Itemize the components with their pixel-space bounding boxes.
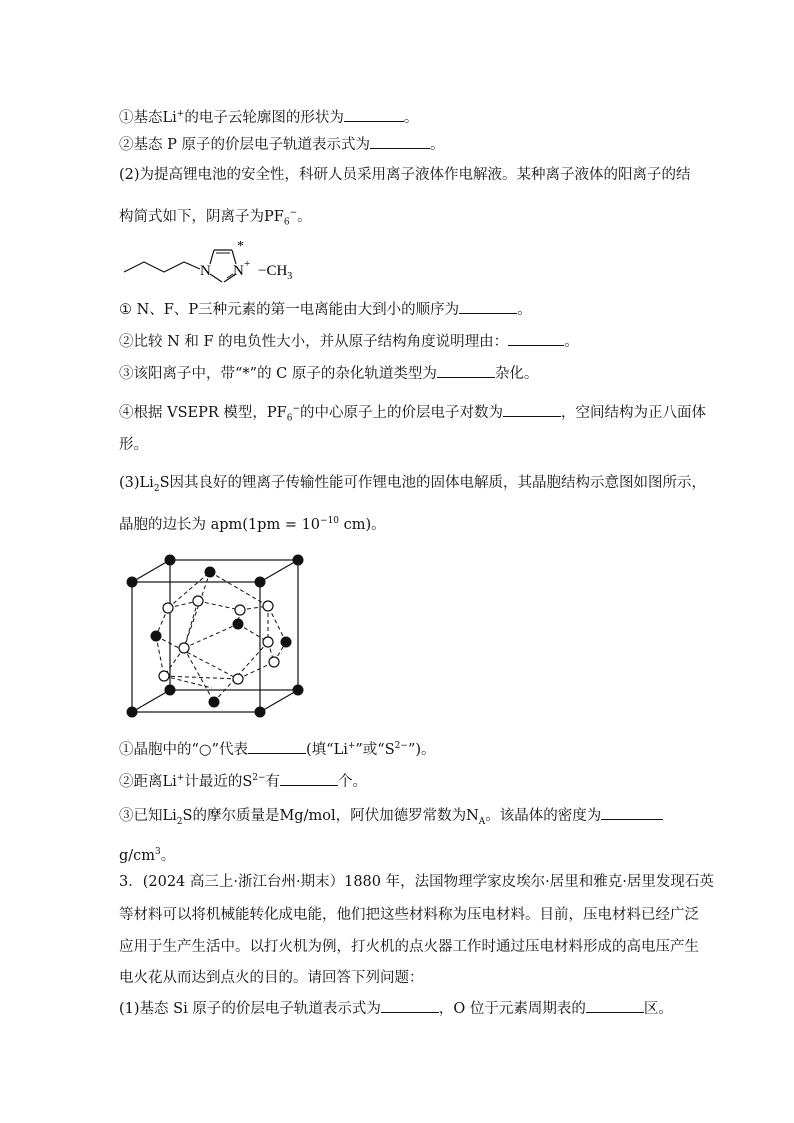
text: ④根据 VSEPR 模型，	[119, 404, 267, 421]
answer-blank[interactable]	[601, 805, 663, 820]
text: 。	[160, 847, 176, 864]
ion-charge: 2−	[252, 773, 266, 783]
q3-line2: 等材料可以将机械能转化成电能，他们把这些材料称为压电材料。目前，压电材料已经广泛	[119, 907, 699, 923]
text: 。该晶体的密度为	[485, 808, 602, 824]
answer-blank[interactable]	[248, 739, 306, 754]
methyl-group: $-CH_3$	[258, 263, 293, 282]
density-unit-line	[119, 842, 175, 866]
formula: S	[182, 808, 193, 824]
anion-formula: PF	[266, 404, 287, 421]
ring-bond	[210, 250, 214, 264]
molar-mass-unit: Mg/mol	[279, 808, 336, 824]
part2-intro-line1: (2)为提高锂电池的安全性，科研人员采用离子液体作电解液。某种离子液体的阳离子的结	[119, 167, 691, 183]
nitrogen-2: N	[233, 263, 244, 279]
ion-symbol: S	[242, 773, 253, 790]
unit-text: cm)	[339, 516, 372, 533]
text: 。	[371, 516, 386, 533]
text: 个。	[338, 773, 368, 790]
text: 。	[403, 109, 419, 126]
anion-sub: 6	[283, 217, 290, 228]
sub-question-2	[119, 331, 579, 352]
part2-intro-line2	[119, 203, 312, 233]
crystal-question-2	[119, 768, 367, 792]
answer-blank[interactable]	[280, 771, 338, 786]
text: 。	[297, 208, 312, 225]
text: 。	[517, 302, 532, 318]
q3-line3: 应用于生产生活中。以打火机为例，打火机的点火器工作时通过压电材料形成的高电压产生	[119, 939, 699, 955]
text: (填“	[305, 741, 334, 758]
text: ①基态	[119, 109, 163, 126]
text: 有	[265, 773, 281, 790]
open-atoms	[159, 596, 279, 684]
avogadro-sub: A	[478, 816, 486, 827]
answer-blank[interactable]	[503, 402, 561, 417]
formula: Li	[162, 808, 177, 824]
text: (3)	[119, 475, 140, 491]
text: ③已知	[119, 808, 163, 824]
text: ，阿伏加德罗常数为	[335, 808, 467, 824]
text: 计最近的	[184, 773, 243, 790]
ion-charge: 2−	[394, 741, 408, 751]
formula: Li	[139, 475, 154, 491]
text: ，O 位于元素周期表的	[438, 1001, 586, 1017]
q3-sub-question-1	[119, 998, 673, 1019]
sub-question-3	[119, 363, 538, 384]
butyl-chain	[124, 262, 200, 272]
text: ②距离	[119, 773, 163, 790]
crystal-question-3	[119, 805, 663, 832]
unit-exponent: 3	[155, 847, 161, 857]
ion-charge: +	[347, 741, 356, 751]
density-unit: g/cm	[119, 847, 156, 864]
answer-blank[interactable]	[586, 998, 644, 1013]
avogadro-symbol: N	[466, 808, 479, 824]
text: (1)基态 Si 原子的价层电子轨道表示式为	[119, 1001, 381, 1017]
ring-bond	[210, 274, 222, 282]
text: 。	[564, 334, 579, 350]
text: 的中心原子上的价层电子对数为	[300, 404, 503, 421]
formula: S	[159, 475, 170, 491]
ion-symbol: S	[384, 741, 395, 758]
part3-intro-line2	[119, 511, 386, 535]
text: ① N、F、P三种元素的第一电离能由大到小的顺序为	[119, 302, 460, 318]
unit-cell-diagram	[118, 548, 318, 723]
nitrogen-1: N	[200, 263, 211, 279]
text: 晶胞的边长为 apm	[119, 516, 243, 533]
text: ③该阳离子中，带“*”的 C 原子的杂化轨道类型为	[119, 366, 437, 382]
ring-bond	[232, 250, 236, 264]
formula-sub: 2	[153, 483, 160, 494]
sub-question-4	[119, 399, 706, 429]
answer-blank[interactable]	[381, 998, 439, 1013]
text: ②比较 N 和 F 的电负性大小，并从原子结构角度说明理由：	[119, 334, 509, 350]
text: 构简式如下，阴离子为	[119, 208, 264, 225]
crystal-question-1	[119, 736, 436, 760]
text: ”)。	[407, 741, 436, 758]
text: ①晶胞中的“○”代表	[119, 741, 248, 758]
anion-sub: 6	[286, 413, 293, 424]
ion-symbol: Li	[162, 109, 177, 126]
text: ，空间结构为正八面体	[561, 404, 706, 421]
ion-charge: +	[176, 773, 185, 783]
ion-symbol: Li	[333, 741, 348, 758]
text: ②基态 P 原子的价层电子轨道表示式为	[119, 137, 370, 153]
answer-blank[interactable]	[459, 299, 517, 314]
anion-formula: PF	[264, 208, 284, 225]
q3-line4: 电火花从而达到点火的目的。请回答下列问题：	[119, 970, 424, 986]
q-item-2	[119, 134, 444, 155]
sub-question-1	[119, 299, 532, 320]
exponent: −10	[320, 516, 340, 526]
q3-line1: 3．(2024 高三上·浙江台州·期末）1880 年，法国物理学家皮埃尔·居里和雅克·居里发现石英	[119, 874, 714, 890]
cation-structure-diagram	[120, 238, 340, 290]
text: 因其良好的锂离子传输性能可作锂电池的固体电解质，其晶胞结构示意图如图所示，	[169, 475, 706, 491]
positive-charge: +	[244, 258, 251, 270]
anion-charge: −	[292, 404, 300, 414]
answer-blank[interactable]	[437, 363, 495, 378]
text: 的摩尔质量是	[192, 808, 280, 824]
formula-sub: 2	[176, 816, 183, 827]
anion-charge: −	[289, 208, 298, 218]
text: 。	[429, 137, 445, 153]
text: 杂化。	[494, 366, 539, 382]
text: ”或“	[355, 741, 385, 758]
q-item-1	[119, 104, 418, 128]
filled-atoms	[127, 555, 304, 718]
part3-intro-line1	[119, 473, 706, 499]
text: 区。	[643, 1001, 673, 1017]
ion-charge: +	[176, 109, 185, 119]
unit-text: (1pm = 10	[242, 516, 321, 533]
star-marker: *	[237, 239, 244, 254]
answer-blank[interactable]	[508, 331, 564, 346]
answer-blank[interactable]	[370, 134, 430, 149]
text: 的电子云轮廓图的形状为	[184, 109, 344, 126]
ion-symbol: Li	[162, 773, 177, 790]
answer-blank[interactable]	[344, 107, 404, 122]
sub-question-4-cont: 形。	[119, 437, 148, 453]
